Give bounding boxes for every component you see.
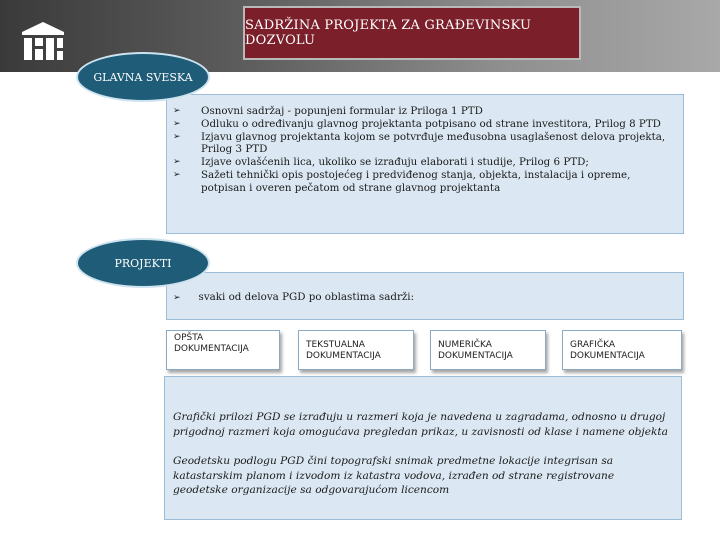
list-item: ➢ Sažeti tehnički opis postojećeg i predviđenog stanja, objekta, instalacija i opreme, potpisan i overen pečatom od strane glavnog projektanta bbox=[173, 168, 631, 194]
category-graficka: GRAFIČKA DOKUMENTACIJA bbox=[562, 330, 682, 370]
notes-panel bbox=[164, 376, 682, 520]
note-graficki-prilozi: Grafički prilozi PGD se izrađuju u razmeri koja je navedena u zagradama, odnosno u drugoj prigodnoj razmeri koja omogućava pregledan prikaz, u zavisnosti od klase i namene objekta bbox=[173, 411, 668, 438]
oval-glavna-sveska: GLAVNA SVESKA bbox=[76, 52, 210, 102]
list-item: ➢ Izjave ovlašćenih lica, ukoliko se izrađuju elaborati i studije, Prilog 6 PTD; bbox=[173, 156, 589, 169]
projekti-line: ➢ svaki od delova PGD po oblastima sadrži: bbox=[173, 291, 415, 303]
arrowhead-bullet-icon: ➢ bbox=[173, 131, 181, 142]
arrowhead-bullet-icon: ➢ bbox=[173, 106, 181, 116]
arrowhead-bullet-icon: ➢ bbox=[173, 118, 181, 129]
note-geodetska-podloga: Geodetsku podlogu PGD čini topografski snimak predmetne lokacije integrisan sa katastarskim planom i izvodom iz katastra vodova, izrađen od strane registrovane geodetske organizacije sa odgovarajućom licencom bbox=[173, 455, 615, 496]
category-opsta: OPŠTA DOKUMENTACIJA bbox=[166, 330, 280, 370]
category-numericka: NUMERIČKA DOKUMENTACIJA bbox=[430, 330, 546, 370]
arrowhead-bullet-icon: ➢ bbox=[173, 169, 181, 180]
building-logo-icon bbox=[22, 22, 64, 62]
list-item: ➢ Odluku o određivanju glavnog projektanta potpisano od strane investitora, Prilog 8 PTD bbox=[173, 117, 661, 130]
glavna-sveska-panel bbox=[166, 94, 684, 234]
page-title: SADRŽINA PROJEKTA ZA GRAĐEVINSKU DOZVOLU bbox=[243, 6, 581, 60]
projekti-panel bbox=[166, 272, 684, 320]
list-item: ➢ Izjavu glavnog projektanta kojom se potvrđuje međusobna usaglašenost delova projekta, Prilog 3 PTD bbox=[173, 130, 666, 156]
category-tekstualna: TEKSTUALNA DOKUMENTACIJA bbox=[298, 330, 414, 370]
oval-projekti: PROJEKTI bbox=[76, 238, 210, 288]
glavna-sveska-list bbox=[173, 105, 669, 195]
arrowhead-bullet-icon: ➢ bbox=[173, 293, 181, 303]
list-item: ➢ Osnovni sadržaj - popunjeni formular iz Priloga 1 PTD bbox=[173, 105, 483, 117]
arrowhead-bullet-icon: ➢ bbox=[173, 157, 181, 168]
